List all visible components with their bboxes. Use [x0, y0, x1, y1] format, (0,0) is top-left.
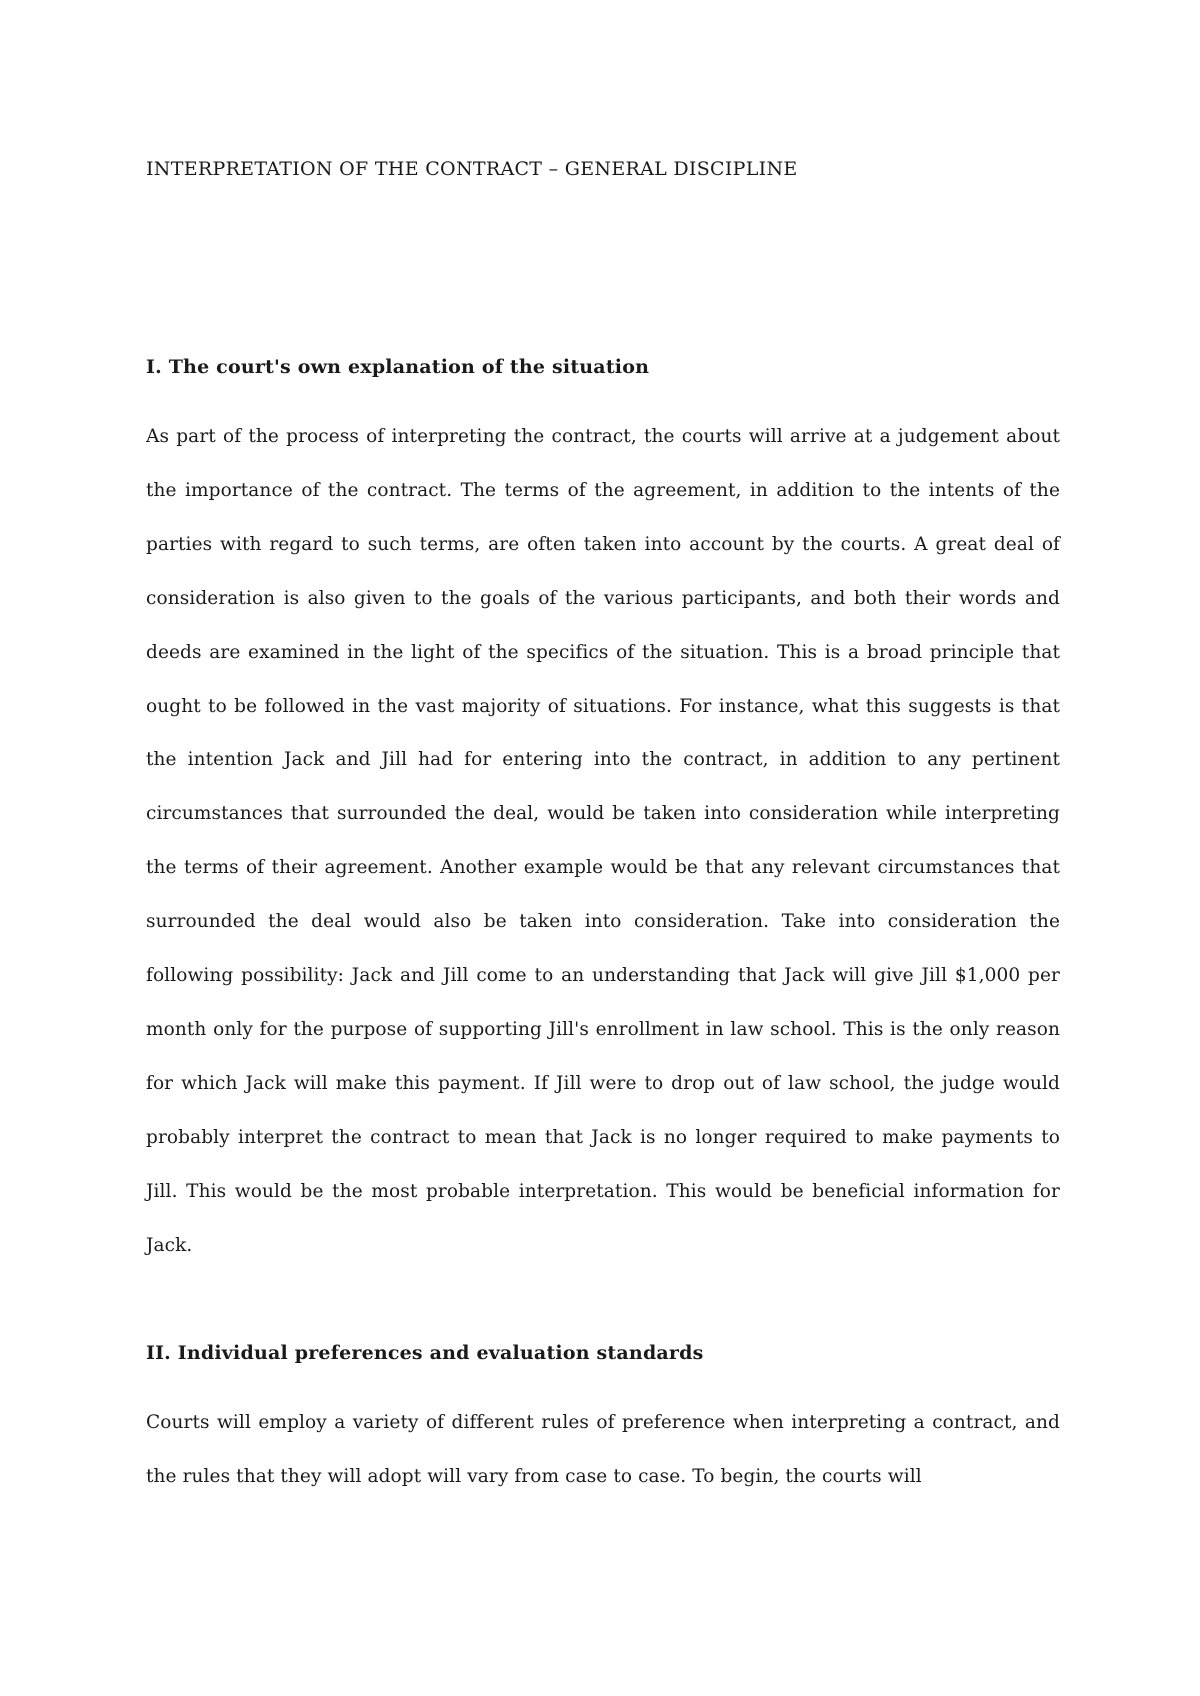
section-heading-2: II. Individual preferences and evaluation standards [146, 1342, 704, 1364]
section-paragraph-2: Courts will employ a variety of different rules of preference when interpreting a contract, and the rules that they will adopt will vary from case to case. To begin, the courts will [146, 1412, 1060, 1487]
section-paragraph-1: As part of the process of interpreting the contract, the courts will arrive at a judgement about the importance of the contract. The terms of the agreement, in addition to the intents of the parties with regard to such terms, are often taken into account by the courts. A great deal of consideration is also given to the goals of the various participants, and both their words and deeds are examined in the light of the specifics of the situation. This is a broad principle that ought to be followed in the vast majority of situations. For instance, what this suggests is that the intention Jack and Jill had for entering into the contract, in addition to any pertinent circumstances that surrounded the deal, would be taken into consideration while interpreting the terms of their agreement. Another example would be that any relevant circumstances that surrounded the deal would also be taken into consideration. Take into consideration the following possibility: Jack and Jill come to an understanding that Jack will give Jill $1,000 per month only for the purpose of supporting Jill's enrollment in law school. This is the only reason for which Jack will make this payment. If Jill were to drop out of law school, the judge would probably interpret the contract to mean that Jack is no longer required to make payments to Jill. This would be the most probable interpretation. This would be beneficial information for Jack. [146, 426, 1060, 1256]
section-heading-1: I. The court's own explanation of the situation [146, 356, 650, 378]
document-title: INTERPRETATION OF THE CONTRACT – GENERAL DISCIPLINE [146, 158, 798, 180]
